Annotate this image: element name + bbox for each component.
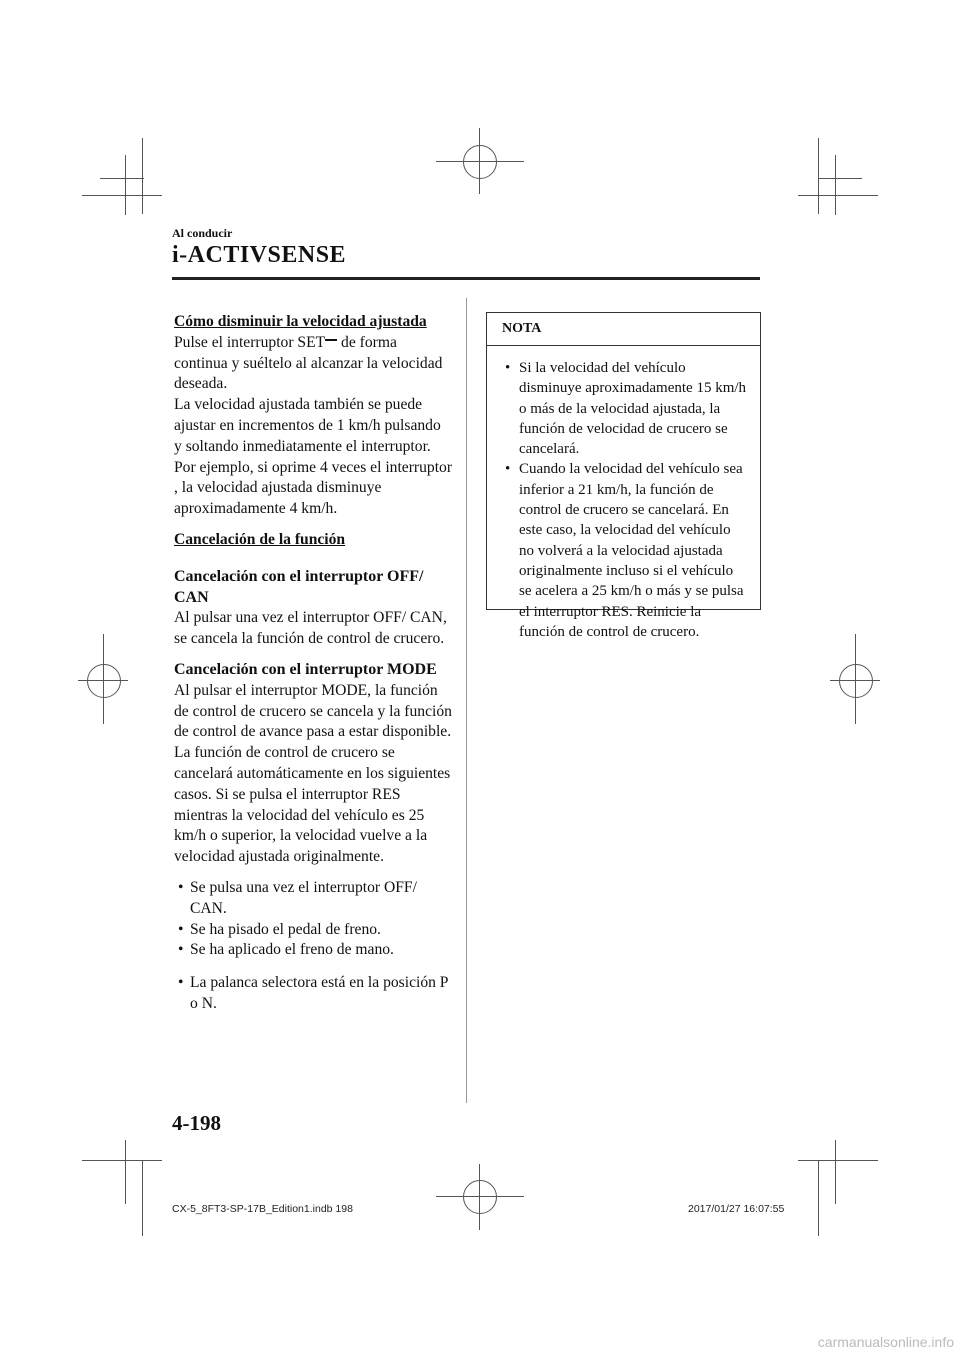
list-item: • La palanca selectora está en la posición P o N. xyxy=(178,974,448,1012)
page-number: 4-198 xyxy=(172,1111,221,1135)
note-list xyxy=(501,358,748,642)
paragraph-mode: Al pulsar el interruptor MODE, la función de control de crucero se cancela y la función de control de avance pasa a estar disponible. xyxy=(174,681,452,741)
watermark: carmanualsonline.info xyxy=(817,1334,954,1350)
footer-timestamp: 2017/01/27 16:07:55 xyxy=(688,1203,785,1215)
list-item: • Cuando la velocidad del vehículo sea inferior a 21 km/h, la función de control de crucero se cancelará. En este caso, la velocidad del vehículo no volverá a la velocidad ajustada originalmente incluso si el vehículo se acelera a 25 km/h o más y se pulsa el interruptor RES. Reinicie la función de control de crucero. xyxy=(505,461,744,640)
note-box xyxy=(486,312,761,640)
cancel-conditions-list xyxy=(174,878,452,1015)
heading-decrease-speed: Cómo disminuir la velocidad ajustada xyxy=(174,313,427,330)
list-item: • Se pulsa una vez el interruptor OFF/ CAN. xyxy=(178,878,417,917)
note-title: NOTA xyxy=(487,313,760,346)
paragraph-set-switch xyxy=(174,333,452,395)
paragraph-set-switch-start: Pulse el interruptor SET xyxy=(174,333,326,351)
footer-file: CX-5_8FT3-SP-17B_Edition1.indb 198 xyxy=(172,1203,353,1215)
section-label: Al conducir xyxy=(172,226,233,240)
paragraph-increments: La velocidad ajustada también se puede ajustar en incrementos de 1 km/h pulsando y soltando inmediatamente el interruptor. Por ejemplo, si oprime 4 veces el interruptor , la velocidad ajustada disminuye aproximadamente 4 km/h. xyxy=(174,396,453,518)
list-item: • Si la velocidad del vehículo disminuye aproximadamente 15 km/h o más de la velocidad ajustada, la función de velocidad de crucero se cancelará. xyxy=(505,360,747,458)
minus-symbol-icon xyxy=(325,339,337,341)
heading-cancel-offcan: Cancelación con el interruptor OFF/ CAN xyxy=(174,567,424,606)
header-rule xyxy=(172,277,760,280)
list-item: • Se ha aplicado el freno de mano. xyxy=(178,941,394,959)
paragraph-auto-cancel: La función de control de crucero se cancelará automáticamente en los siguientes casos. Si se pulsa el interruptor RES mientras la velocidad del vehículo es 25 km/h o superior, la velocidad vuelve a la velocidad ajustada originalmente. xyxy=(174,744,451,866)
left-column xyxy=(174,312,452,1015)
heading-cancel-function: Cancelación de la función xyxy=(174,530,346,548)
section-title: i-ACTIVSENSE xyxy=(172,242,347,268)
paragraph-offcan: Al pulsar una vez el interruptor OFF/ CAN, se cancela la función de control de crucero. xyxy=(174,609,447,648)
list-item: • Se ha pisado el pedal de freno. xyxy=(178,920,381,938)
column-divider xyxy=(466,298,467,1103)
paragraph-set-switch-end: de forma continua y suéltelo al alcanzar la velocidad deseada. xyxy=(174,333,443,393)
heading-cancel-mode: Cancelación con el interruptor MODE xyxy=(174,660,437,678)
